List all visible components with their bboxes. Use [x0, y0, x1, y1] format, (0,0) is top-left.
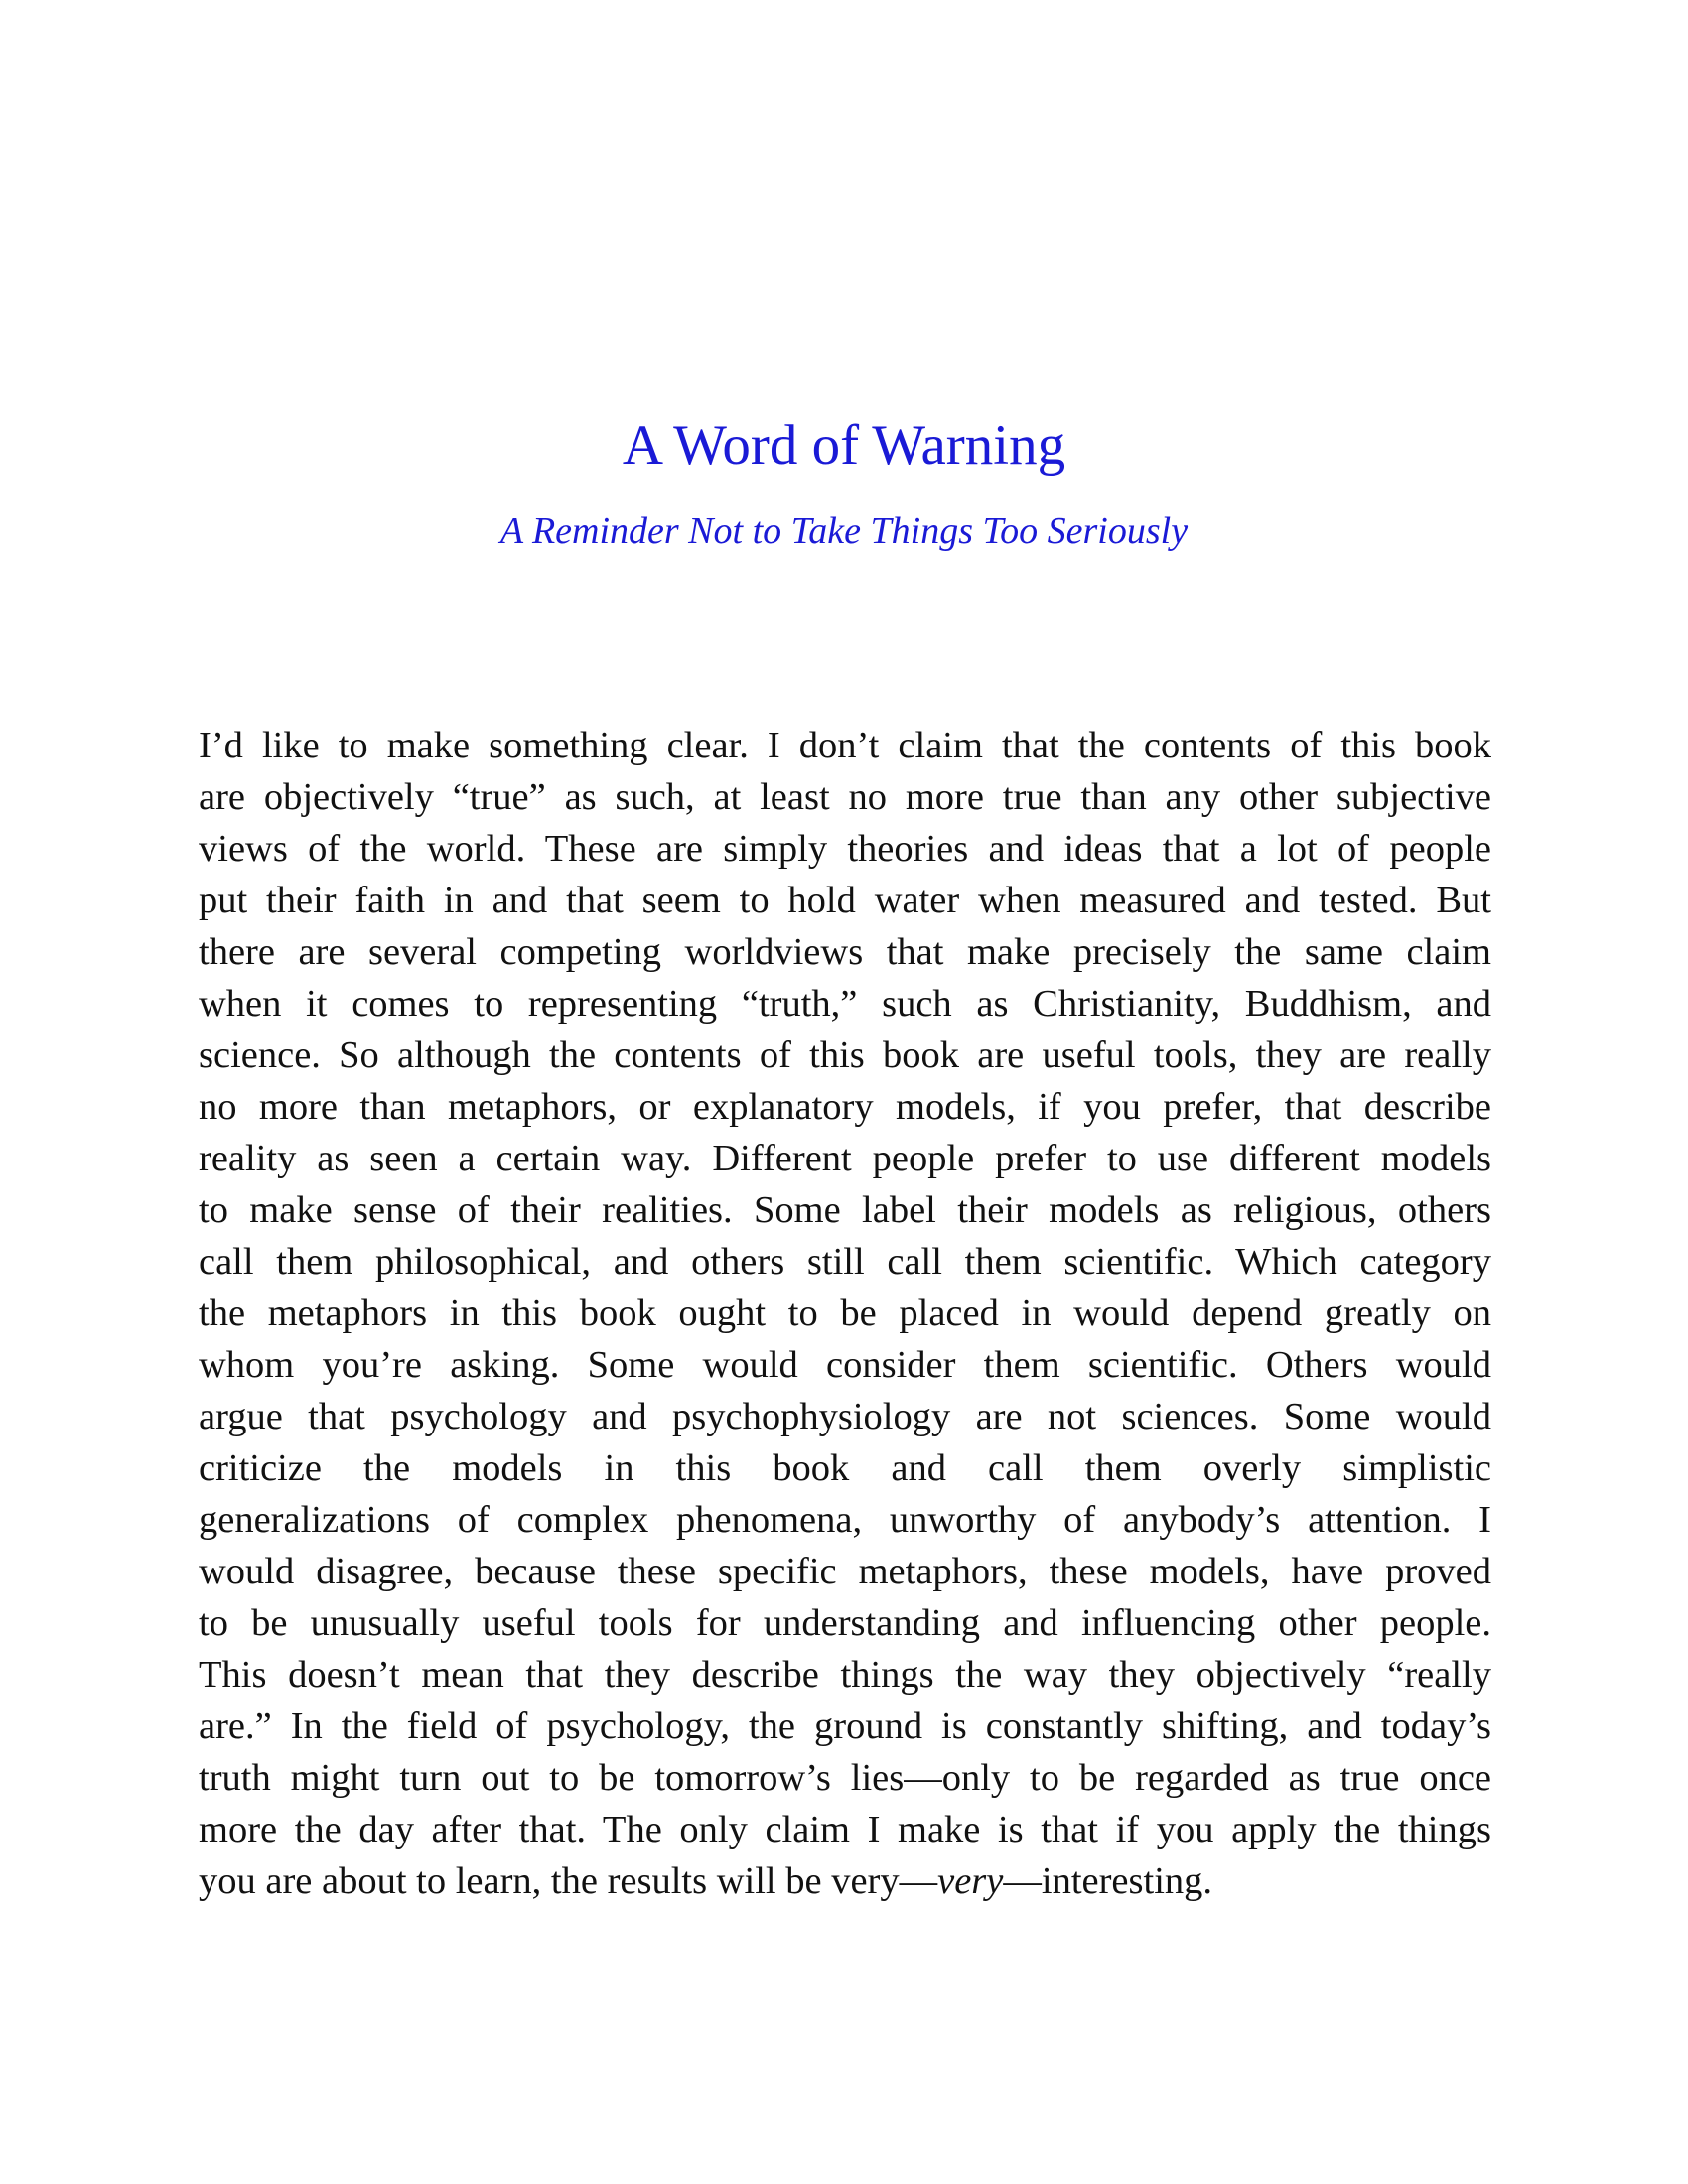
body-line: more the day after that. The only claim I make is that if you apply the things	[199, 1809, 1491, 1850]
body-line: generalizations of complex phenomena, unworthy of anybody’s attention. I	[199, 1499, 1491, 1541]
last-line-ending: —interesting.	[1003, 1860, 1213, 1902]
body-line-last	[199, 1855, 1491, 1907]
body-line: argue that psychology and psychophysiology are not sciences. Some would	[199, 1396, 1491, 1437]
last-line-text: you are about to learn, the results will be very—	[199, 1860, 938, 1902]
emphasis-text: very	[937, 1860, 1004, 1902]
body-line: there are several competing worldviews that make precisely the same claim	[199, 931, 1491, 973]
body-line: truth might turn out to be tomorrow’s lies—only to be regarded as true once	[199, 1757, 1491, 1799]
body-line: put their faith in and that seem to hold water when measured and tested. But	[199, 880, 1491, 921]
body-line: no more than metaphors, or explanatory models, if you prefer, that describe	[199, 1086, 1491, 1128]
chapter-title: A Word of Warning	[622, 414, 1066, 477]
body-line: This doesn’t mean that they describe things the way they objectively “really	[199, 1654, 1491, 1696]
body-line: are objectively “true” as such, at least no more true than any other subjective	[199, 776, 1491, 818]
body-line: whom you’re asking. Some would consider them scientific. Others would	[199, 1344, 1491, 1386]
body-line: criticize the models in this book and call them overly simplistic	[199, 1447, 1491, 1489]
body-line: when it comes to representing “truth,” such as Christianity, Buddhism, and	[199, 983, 1491, 1024]
body-line: are.” In the field of psychology, the ground is constantly shifting, and today’s	[199, 1706, 1491, 1747]
chapter-subtitle: A Reminder Not to Take Things Too Seriously	[499, 510, 1189, 552]
body-line: science. So although the contents of this book are useful tools, they are really	[199, 1034, 1491, 1076]
body-paragraph	[199, 720, 1491, 1907]
body-line: to be unusually useful tools for understanding and influencing other people.	[199, 1602, 1491, 1644]
body-line: call them philosophical, and others still call them scientific. Which category	[199, 1241, 1491, 1283]
body-line: to make sense of their realities. Some label their models as religious, others	[199, 1189, 1491, 1231]
body-line: views of the world. These are simply theories and ideas that a lot of people	[199, 828, 1491, 870]
body-line: the metaphors in this book ought to be placed in would depend greatly on	[199, 1293, 1491, 1334]
body-line: I’d like to make something clear. I don’t claim that the contents of this book	[199, 725, 1491, 766]
body-line: would disagree, because these specific metaphors, these models, have proved	[199, 1551, 1491, 1592]
body-line: reality as seen a certain way. Different people prefer to use different models	[199, 1138, 1491, 1179]
